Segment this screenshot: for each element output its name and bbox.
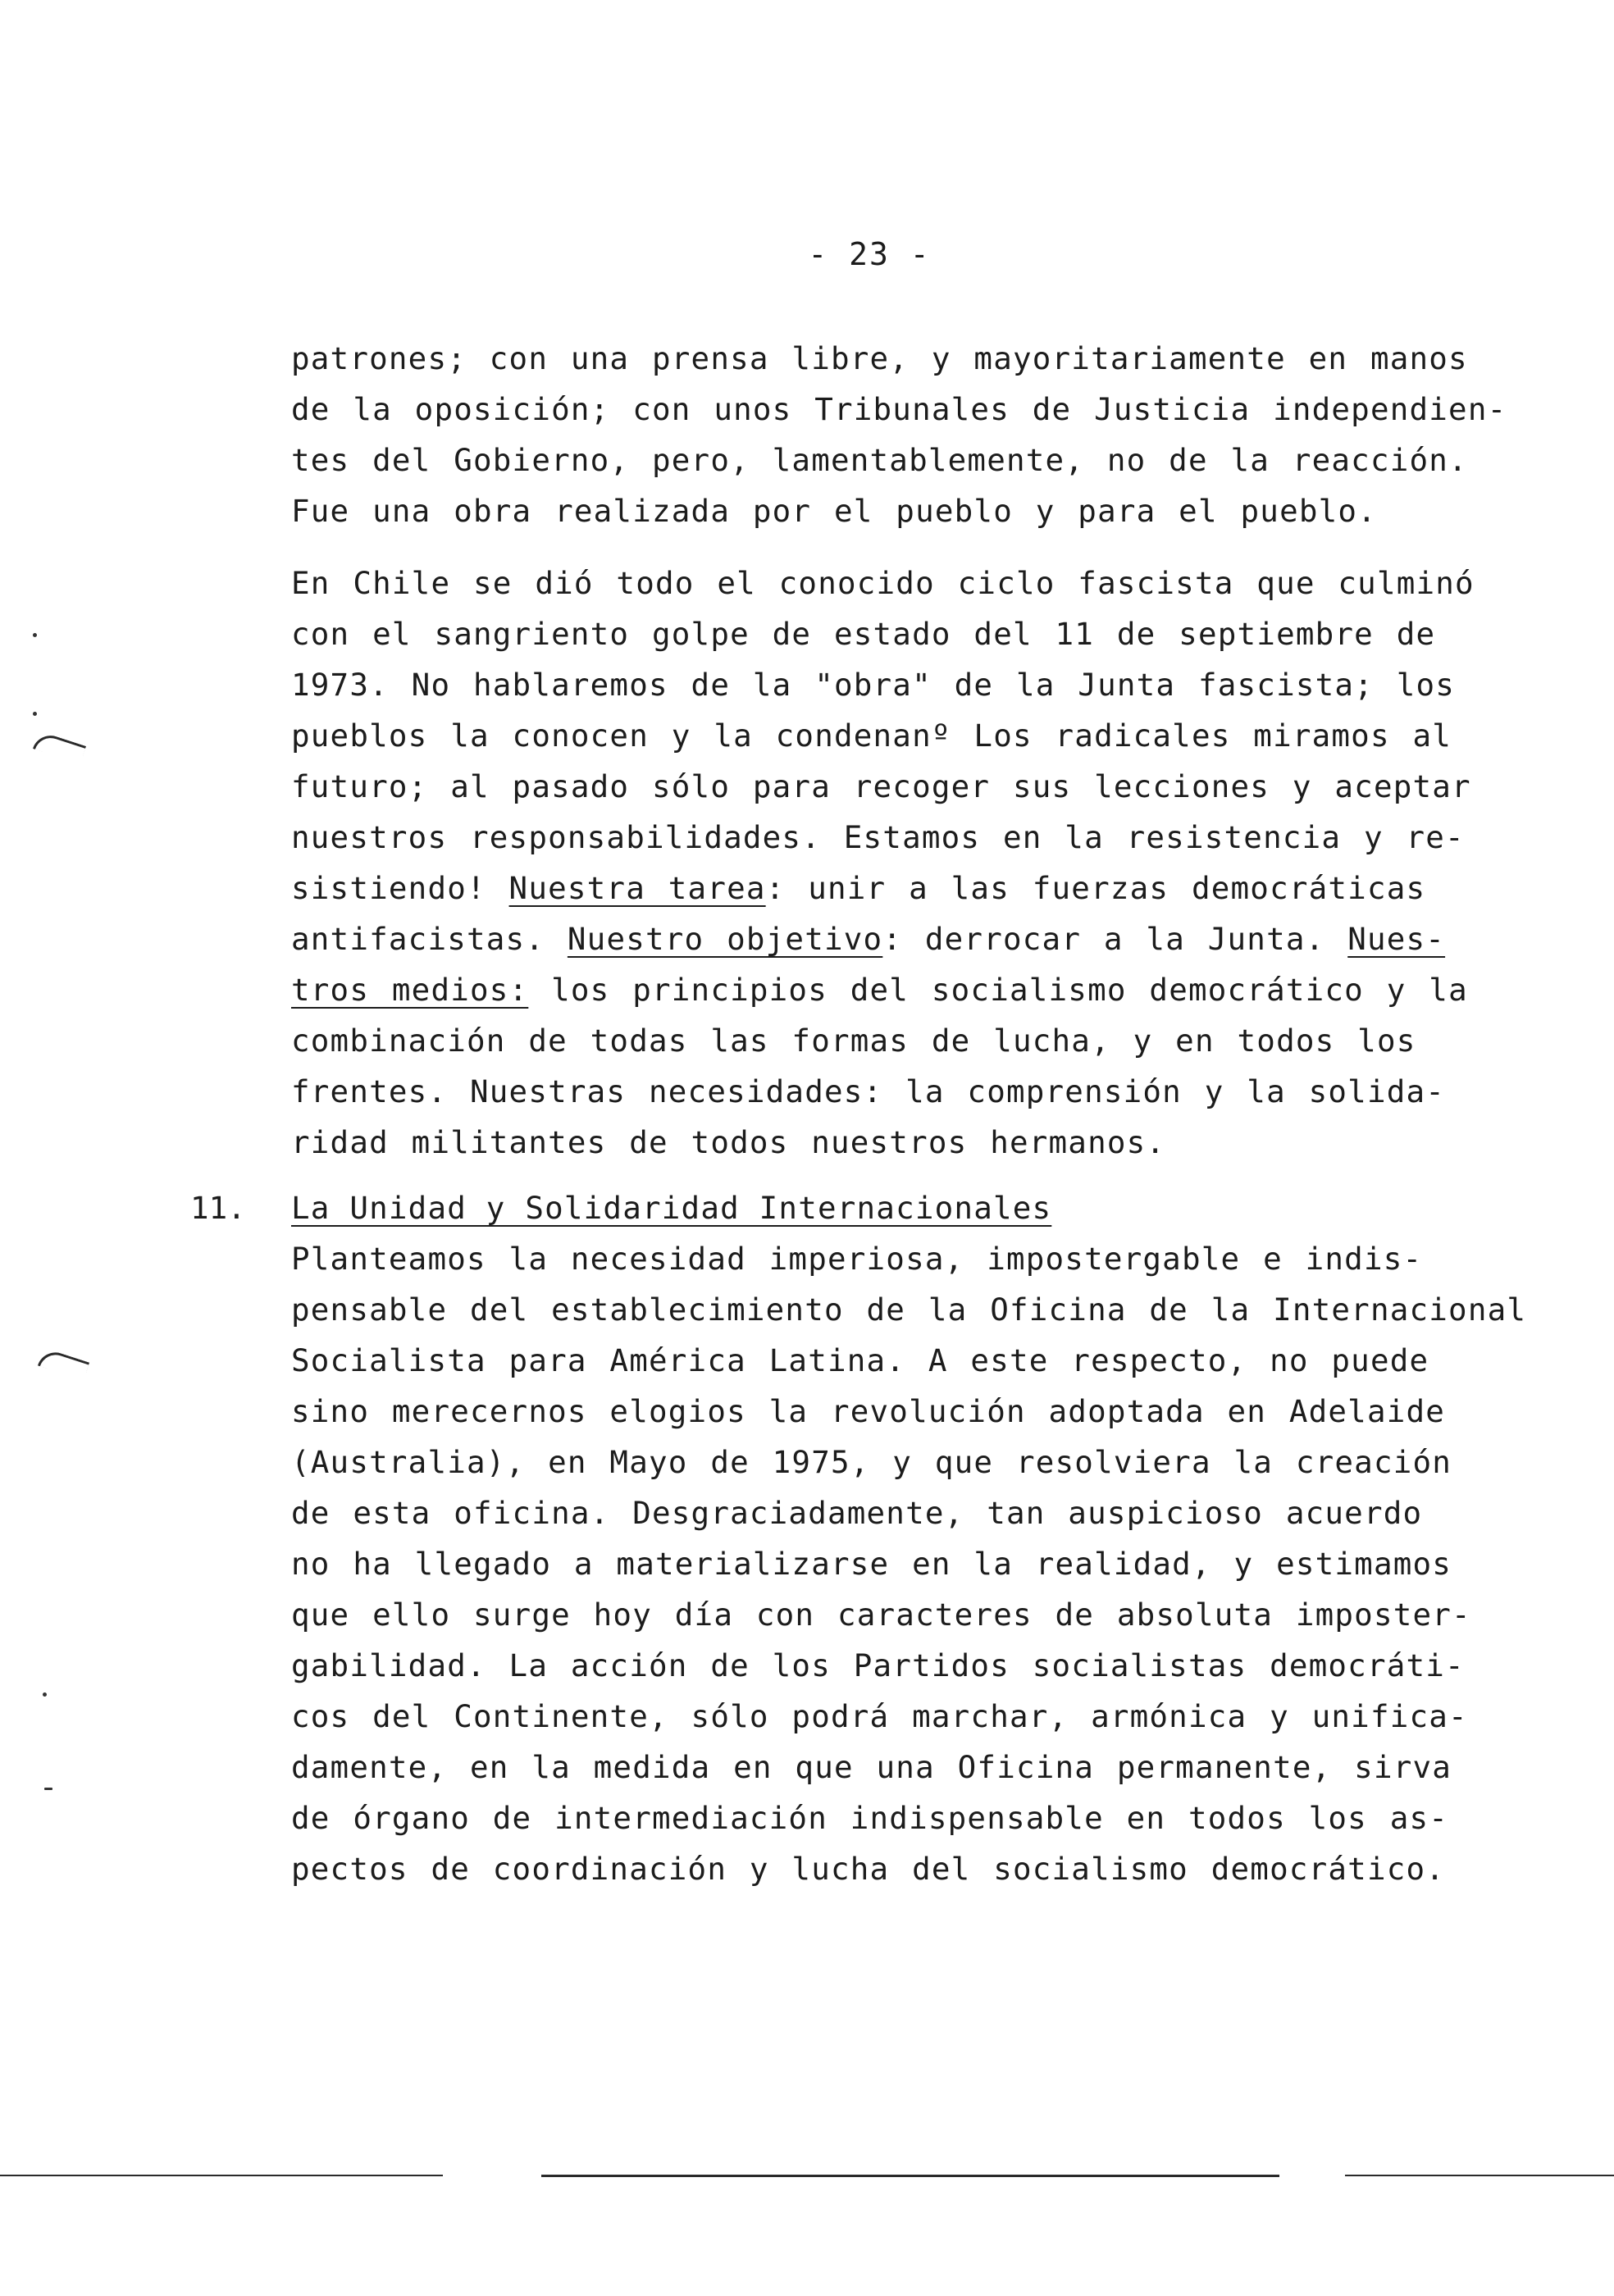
underlined-phrase-objective: Nuestro objetivo <box>567 921 883 957</box>
paragraph-1 <box>291 333 1521 536</box>
paragraph-line: con el sangriento golpe de estado del 11 de septiembre de <box>291 616 1436 652</box>
paragraph-line: sino merecernos elogios la revolución adoptada en Adelaide <box>291 1393 1446 1429</box>
underlined-phrase-means-start: Nues- <box>1347 921 1446 957</box>
page-number: - 23 - <box>808 236 931 272</box>
paragraph-line: gabilidad. La acción de los Partidos socialistas democráti- <box>291 1647 1465 1683</box>
paragraph-line-task <box>291 863 1521 913</box>
paragraph-line: de la oposición; con unos Tribunales de Justicia independien- <box>291 391 1507 427</box>
underlined-phrase-task: Nuestra tarea <box>508 870 766 906</box>
paragraph-line: (Australia), en Mayo de 1975, y que resolviera la creación <box>291 1444 1452 1480</box>
paragraph-line: 1973. No hablaremos de la "obra" de la Junta fascista; los <box>291 667 1456 703</box>
paragraph-line: tes del Gobierno, pero, lamentablemente, no de la reacción. <box>291 442 1468 478</box>
text-fragment: : derrocar a la Junta. <box>882 921 1348 957</box>
scan-speck <box>33 633 37 637</box>
paragraph-line: de órgano de intermediación indispensable en todos los as- <box>291 1800 1449 1836</box>
scan-speck <box>44 1788 52 1790</box>
text-fragment: antifacistas. <box>291 921 568 957</box>
scan-speck <box>33 712 37 716</box>
paragraph-line: futuro; al pasado sólo para recoger sus lecciones y aceptar <box>291 768 1471 804</box>
section-heading: La Unidad y Solidaridad Internacionales <box>291 1190 1052 1226</box>
paragraph-line: pueblos la conocen y la condenanº Los radicales miramos al <box>291 718 1452 754</box>
paragraph-line: patrones; con una prensa libre, y mayoritariamente en manos <box>291 340 1468 376</box>
paragraph-line-objective <box>291 913 1521 964</box>
binding-hole-mark <box>33 731 86 764</box>
paragraph-line: cos del Continente, sólo podrá marchar, armónica y unifica- <box>291 1698 1468 1734</box>
paragraph-line: combinación de todas las formas de lucha, y en todos los <box>291 1023 1416 1059</box>
paragraph-line: damente, en la medida en que una Oficina permanente, sirva <box>291 1749 1452 1785</box>
paragraph-line: de esta oficina. Desgraciadamente, tan auspicioso acuerdo <box>291 1495 1423 1531</box>
paragraph-line: En Chile se dió todo el conocido ciclo fascista que culminó <box>291 565 1475 601</box>
paragraph-2 <box>291 558 1521 1168</box>
paragraph-line: que ello surge hoy día con caracteres de absoluta imposter- <box>291 1597 1471 1633</box>
scan-speck <box>43 1692 47 1697</box>
page-bottom-rule <box>0 2175 443 2176</box>
text-fragment: los principios del socialismo democrático y la <box>528 972 1468 1008</box>
paragraph-line: Socialista para América Latina. A este respecto, no puede <box>291 1342 1429 1378</box>
section-number: 11. <box>190 1190 246 1226</box>
paragraph-line-means <box>291 964 1521 1015</box>
paragraph-line: pectos de coordinación y lucha del socialismo democrático. <box>291 1851 1446 1887</box>
paragraph-line: nuestros responsabilidades. Estamos en la resistencia y re- <box>291 819 1465 855</box>
underlined-phrase-means-end: tros medios: <box>291 972 529 1008</box>
paragraph-line: ridad militantes de todos nuestros hermanos. <box>291 1124 1166 1160</box>
paragraph-line: pensable del establecimiento de la Oficina de la Internacional <box>291 1292 1527 1328</box>
page-bottom-rule <box>541 2175 1279 2177</box>
paragraph-line: no ha llegado a materializarse en la realidad, y estimamos <box>291 1546 1452 1582</box>
text-fragment: : unir a las fuerzas democráticas <box>765 870 1426 906</box>
page-bottom-rule <box>1345 2175 1614 2176</box>
text-fragment: sistiendo! <box>291 870 509 906</box>
section-11-paragraph <box>291 1233 1527 1894</box>
paragraph-line: Planteamos la necesidad imperiosa, impostergable e indis- <box>291 1241 1423 1277</box>
paragraph-line: frentes. Nuestras necesidades: la comprensión y la solida- <box>291 1073 1446 1109</box>
paragraph-line: Fue una obra realizada por el pueblo y para el pueblo. <box>291 493 1377 529</box>
binding-hole-mark <box>38 1347 89 1380</box>
